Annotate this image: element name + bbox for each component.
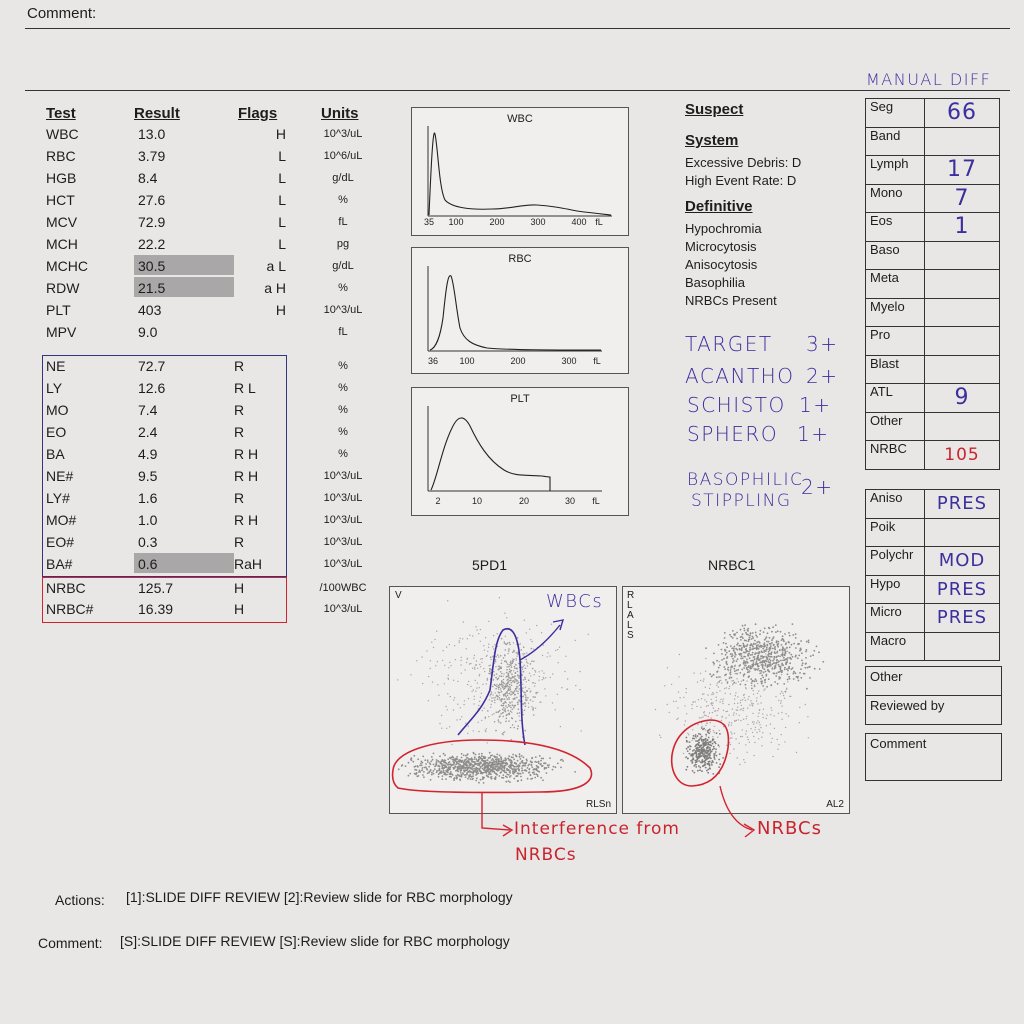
tick-label: 400	[571, 217, 587, 227]
test-name: LY#	[46, 490, 70, 506]
test-name: MO#	[46, 512, 77, 528]
result-value: 30.5	[138, 258, 166, 274]
unit-value: fL	[338, 326, 348, 338]
flag-value: RaH	[234, 556, 263, 572]
system-item: Excessive Debris: D	[685, 155, 802, 170]
suspect-title: Suspect	[685, 101, 744, 118]
hand-grade: 1+	[797, 422, 830, 446]
test-name: MPV	[46, 324, 77, 340]
header-units: Units	[321, 105, 359, 122]
row-label: Seg	[866, 99, 925, 128]
row-value	[925, 241, 1000, 270]
row-value: 17	[925, 156, 1000, 185]
result-value: 21.5	[138, 280, 166, 296]
row-label: Micro	[866, 604, 925, 633]
row-label: Eos	[866, 213, 925, 242]
result-value: 9.0	[138, 324, 158, 340]
unit-value: %	[338, 360, 348, 372]
flag-value: R H	[234, 468, 259, 484]
unit-value: 10^3/uL	[323, 603, 363, 615]
system-item: High Event Rate: D	[685, 173, 797, 188]
other-row: Other	[865, 666, 1002, 696]
definitive-title: Definitive	[685, 198, 753, 215]
unit-value: 10^3/uL	[323, 128, 363, 140]
row-value: 105	[925, 441, 1000, 470]
row-value	[925, 298, 1000, 327]
row-label: Other	[866, 412, 925, 441]
row-label: Macro	[866, 632, 925, 661]
flag-value: a H	[264, 280, 286, 296]
unit-value: %	[338, 404, 348, 416]
row-value: PRES	[925, 490, 1000, 519]
unit-value: g/dL	[332, 260, 354, 272]
row-label: ATL	[866, 384, 925, 413]
table-row	[866, 127, 1000, 156]
tick-label: 2	[435, 496, 441, 506]
table-row	[866, 547, 1000, 576]
unit-value: 10^3/uL	[323, 492, 363, 504]
table-row	[866, 412, 1000, 441]
test-name: RDW	[46, 280, 80, 296]
flag-value: R H	[234, 512, 259, 528]
table-row	[866, 241, 1000, 270]
footer-comment-label: Comment:	[38, 935, 103, 951]
row-label: Aniso	[866, 490, 925, 519]
hand-stippling-grade: 2+	[801, 475, 834, 499]
flag-value: R L	[234, 380, 256, 396]
unit-value: 10^6/uL	[323, 150, 363, 162]
row-label: Poik	[866, 518, 925, 547]
row-label: Meta	[866, 270, 925, 299]
test-name: BA	[46, 446, 65, 462]
result-value: 7.4	[138, 402, 158, 418]
row-label: Blast	[866, 355, 925, 384]
unit-value: 10^3/uL	[323, 470, 363, 482]
row-value	[925, 412, 1000, 441]
tick-label: 10	[471, 496, 483, 506]
histogram-title: RBC	[508, 253, 532, 265]
flag-value: R	[234, 358, 245, 374]
test-name: MCHC	[46, 258, 88, 274]
row-value: 1	[925, 213, 1000, 242]
result-value: 125.7	[138, 580, 174, 596]
row-label: Baso	[866, 241, 925, 270]
flag-value: L	[278, 214, 286, 230]
unit-value: 10^3/uL	[323, 558, 363, 570]
result-value: 27.6	[138, 192, 166, 208]
test-name: LY	[46, 380, 63, 396]
row-label: Myelo	[866, 298, 925, 327]
result-value: 0.6	[138, 556, 158, 572]
flag-value: H	[275, 302, 286, 318]
unit-value: %	[338, 194, 348, 206]
unit-value: pg	[336, 238, 350, 250]
scatter-title-5pd1: 5PD1	[472, 557, 508, 573]
unit-value: %	[338, 448, 348, 460]
table-row	[866, 213, 1000, 242]
tick-label: fL	[595, 217, 603, 227]
test-name: NRBC	[46, 580, 86, 596]
row-value: 7	[925, 184, 1000, 213]
test-name: RBC	[46, 148, 76, 164]
test-name: EO#	[46, 534, 75, 550]
actions-label: Actions:	[55, 892, 105, 908]
row-label: Lymph	[866, 156, 925, 185]
row-value: PRES	[925, 604, 1000, 633]
table-row	[866, 632, 1000, 661]
footer-comment-text: [S]:SLIDE DIFF REVIEW [S]:Review slide for RBC morphology	[120, 933, 510, 949]
test-name: HGB	[46, 170, 77, 186]
result-value: 1.0	[138, 512, 158, 528]
annotation-wbcs: WBCs	[546, 591, 604, 612]
y-axis-label: V	[395, 590, 402, 601]
test-name: MCV	[46, 214, 78, 230]
unit-value: /100WBC	[319, 582, 367, 594]
header-result: Result	[134, 105, 180, 122]
unit-value: 10^3/uL	[323, 514, 363, 526]
flag-value: a L	[266, 258, 286, 274]
manual-diff-table	[865, 98, 1000, 470]
actions-text: [1]:SLIDE DIFF REVIEW [2]:Review slide for RBC morphology	[126, 889, 513, 905]
tick-label: fL	[592, 496, 600, 506]
test-name: NE#	[46, 468, 74, 484]
result-value: 72.9	[138, 214, 166, 230]
result-value: 72.7	[138, 358, 166, 374]
histogram-title: PLT	[510, 393, 530, 405]
result-value: 12.6	[138, 380, 166, 396]
definitive-item: Anisocytosis	[685, 257, 758, 272]
result-value: 16.39	[138, 601, 174, 617]
result-value: 4.9	[138, 446, 158, 462]
tick-label: 36	[427, 356, 439, 366]
table-row	[866, 355, 1000, 384]
table-row	[866, 490, 1000, 519]
tick-label: fL	[593, 356, 601, 366]
test-name: WBC	[46, 126, 79, 142]
unit-value: fL	[338, 216, 348, 228]
unit-value: g/dL	[332, 172, 354, 184]
result-value: 2.4	[138, 424, 158, 440]
hand-stippling-line2: STIPPLING	[691, 491, 792, 511]
tick-label: 30	[564, 496, 576, 506]
right-comment-box: Comment	[865, 733, 1002, 781]
tick-label: 200	[510, 356, 526, 366]
y-axis-label: RLALS	[627, 590, 635, 641]
table-row	[866, 604, 1000, 633]
x-axis-label: RLSn	[585, 799, 611, 810]
flag-value: R	[234, 490, 245, 506]
header-test: Test	[46, 105, 76, 122]
hand-grade: 2+	[806, 364, 839, 388]
tick-label: 300	[530, 217, 546, 227]
histogram-title: WBC	[507, 113, 533, 125]
hand-grade: 3+	[806, 332, 839, 356]
result-value: 0.3	[138, 534, 158, 550]
result-value: 1.6	[138, 490, 158, 506]
row-value	[925, 327, 1000, 356]
test-name: MO	[46, 402, 69, 418]
test-name: BA#	[46, 556, 73, 572]
table-row	[866, 327, 1000, 356]
tick-label: 20	[518, 496, 530, 506]
annotation-interference-line1: Interference from	[514, 819, 680, 839]
unit-value: 10^3/uL	[323, 536, 363, 548]
row-value	[925, 270, 1000, 299]
row-value: PRES	[925, 575, 1000, 604]
tick-label: 200	[489, 217, 505, 227]
unit-value: 10^3/uL	[323, 304, 363, 316]
definitive-item: Hypochromia	[685, 221, 762, 236]
tick-label: 35	[423, 217, 435, 227]
unit-value: %	[338, 426, 348, 438]
flag-value: L	[278, 192, 286, 208]
row-label: Band	[866, 127, 925, 156]
row-value: 66	[925, 99, 1000, 128]
table-row	[866, 575, 1000, 604]
flag-value: H	[234, 601, 245, 617]
definitive-item: NRBCs Present	[685, 293, 777, 308]
hand-name: ACANTHO	[685, 364, 795, 388]
table-row	[866, 441, 1000, 470]
flag-value: R	[234, 534, 245, 550]
test-name: NE	[46, 358, 66, 374]
x-axis-label: AL2	[826, 799, 844, 810]
unit-value: %	[338, 382, 348, 394]
row-label: Polychr	[866, 547, 925, 576]
morphology-table	[865, 489, 1000, 661]
flag-value: L	[278, 148, 286, 164]
test-name: MCH	[46, 236, 78, 252]
hand-grade: 1+	[799, 393, 832, 417]
row-value	[925, 127, 1000, 156]
flag-value: H	[275, 126, 286, 142]
table-row	[866, 156, 1000, 185]
result-value: 8.4	[138, 170, 158, 186]
flag-value: H	[234, 580, 245, 596]
row-value	[925, 518, 1000, 547]
flag-value: R H	[234, 446, 259, 462]
result-value: 9.5	[138, 468, 158, 484]
result-value: 403	[138, 302, 162, 318]
result-value: 3.79	[138, 148, 166, 164]
definitive-item: Microcytosis	[685, 239, 757, 254]
test-name: PLT	[46, 302, 71, 318]
row-label: NRBC	[866, 441, 925, 470]
table-row	[866, 184, 1000, 213]
table-row	[866, 270, 1000, 299]
annotation-interference-line2: NRBCs	[515, 845, 577, 865]
flag-value: L	[278, 170, 286, 186]
scatter-title-nrbc1: NRBC1	[708, 557, 756, 573]
system-title: System	[685, 132, 739, 149]
hand-name: TARGET	[685, 332, 773, 356]
row-value: MOD	[925, 547, 1000, 576]
flag-value: L	[278, 236, 286, 252]
row-value	[925, 355, 1000, 384]
flag-value: R	[234, 402, 245, 418]
table-row	[866, 384, 1000, 413]
row-label: Hypo	[866, 575, 925, 604]
row-label: Mono	[866, 184, 925, 213]
table-row	[866, 518, 1000, 547]
row-label: Pro	[866, 327, 925, 356]
unit-value: %	[338, 282, 348, 294]
flag-value: R	[234, 424, 245, 440]
test-name: NRBC#	[46, 601, 94, 617]
annotation-nrbcs: NRBCs	[757, 818, 822, 839]
result-value: 22.2	[138, 236, 166, 252]
tick-label: 300	[561, 356, 577, 366]
table-row	[866, 99, 1000, 128]
row-value	[925, 632, 1000, 661]
test-name: EO	[46, 424, 67, 440]
definitive-item: Basophilia	[685, 275, 745, 290]
tick-label: 100	[448, 217, 464, 227]
result-value: 13.0	[138, 126, 166, 142]
row-value: 9	[925, 384, 1000, 413]
tick-label: 100	[459, 356, 475, 366]
test-name: HCT	[46, 192, 75, 208]
hand-stippling-line1: BASOPHILIC	[687, 470, 804, 490]
hand-name: SPHERO	[687, 422, 779, 446]
top-comment-label: Comment:	[27, 5, 97, 22]
hand-name: SCHISTO	[687, 393, 786, 417]
manual-diff-note: MANUAL DIFF	[866, 70, 992, 89]
header-flags: Flags	[238, 105, 278, 122]
reviewed-by-row: Reviewed by	[865, 695, 1002, 725]
table-row	[866, 298, 1000, 327]
